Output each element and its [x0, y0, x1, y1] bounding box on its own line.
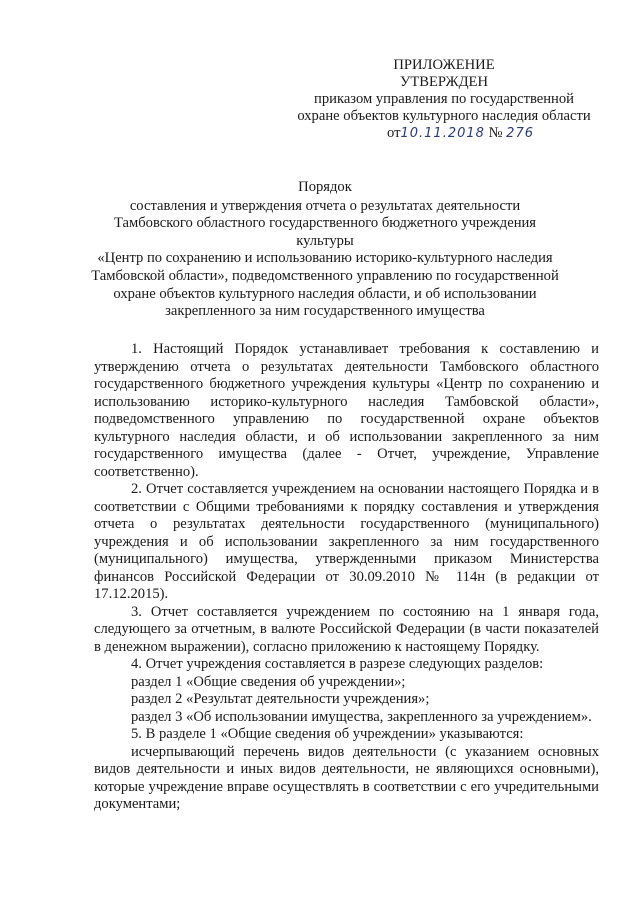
- paragraph-4-section-3: раздел 3 «Об использовании имущества, закрепленного за учреждением».: [131, 708, 592, 725]
- title-line-4: Тамбовской области», подведомственного управлению по государственной: [91, 267, 559, 284]
- paragraph-4: 4. Отчет учреждения составляется в разрезе следующих разделов:: [131, 656, 544, 672]
- paragraph-4-section-1: раздел 1 «Общие сведения об учреждении»;: [131, 673, 406, 690]
- title-line-1: составления и утверждения отчета о результатах деятельности: [129, 197, 521, 214]
- handwritten-number: 276: [506, 126, 534, 141]
- paragraph-5-item-1: исчерпывающий перечень видов деятельности (с указанием основных видов деятельности и иных видов деятельности, не являющихся основными), которые учреждение вправе осуществлять в соответствии с его учредительными документами;: [94, 743, 599, 812]
- order-line-1: приказом управления по государственной: [314, 91, 574, 107]
- date-prefix: от: [387, 125, 401, 141]
- appendix-label: ПРИЛОЖЕНИЕ: [393, 57, 495, 73]
- paragraph-5: 5. В разделе 1 «Общие сведения об учреждении» указываются:: [131, 726, 524, 742]
- paragraph-2: 2. Отчет составляется учреждением на основании настоящего Порядка и в соответствии с Общими требованиями к порядку составления и утверждения отчета о результатах деятельности государственного (муниципального) учреждения и об использовании закрепленного за ним государственного (муниципального) имущества, утвержденными приказом Министерства финансов Российской Федерации от 30.09.2010 № 114н (в редакции от 17.12.2015).: [94, 481, 599, 602]
- number-prefix: №: [488, 125, 503, 141]
- title-line-3: «Центр по сохранению и использованию историко-культурного наследия: [97, 250, 553, 267]
- document-title-block: [90, 179, 560, 321]
- order-date-line: [294, 125, 594, 142]
- approval-stamp-block: [294, 57, 594, 142]
- order-line-2: охране объектов культурного наследия области: [297, 108, 591, 124]
- approved-label: УТВЕРЖДЕН: [400, 74, 488, 90]
- title-line-5: охране объектов культурного наследия области, и об использовании: [113, 285, 537, 302]
- paragraph-3: 3. Отчет составляется учреждением по состоянию на 1 января года, следующего за отчетным, в валюте Российской Федерации (в части показателей в денежном выражении), согласно приложению к настоящему Порядку.: [94, 603, 599, 655]
- paragraph-1: 1. Настоящий Порядок устанавливает требования к составлению и утверждению отчета о результатах деятельности Тамбовского областного государственного бюджетного учреждения культуры «Центр по сохранению и использованию историко-культурного наследия Тамбовской области», подведомственного управлению по государственной охране объектов культурного наследия области, и об использовании закрепленного за ним государственного имущества (далее - Отчет, учреждение, Управление соответственно).: [94, 341, 599, 480]
- paragraph-4-section-2: раздел 2 «Результат деятельности учреждения»;: [131, 691, 430, 707]
- document-title: Порядок: [298, 179, 352, 195]
- title-line-6: закрепленного за ним государственного имущества: [165, 303, 485, 320]
- handwritten-date: 10.11.2018: [400, 126, 485, 141]
- document-body: [94, 341, 599, 814]
- title-line-2: Тамбовского областного государственного бюджетного учреждения культуры: [113, 215, 537, 249]
